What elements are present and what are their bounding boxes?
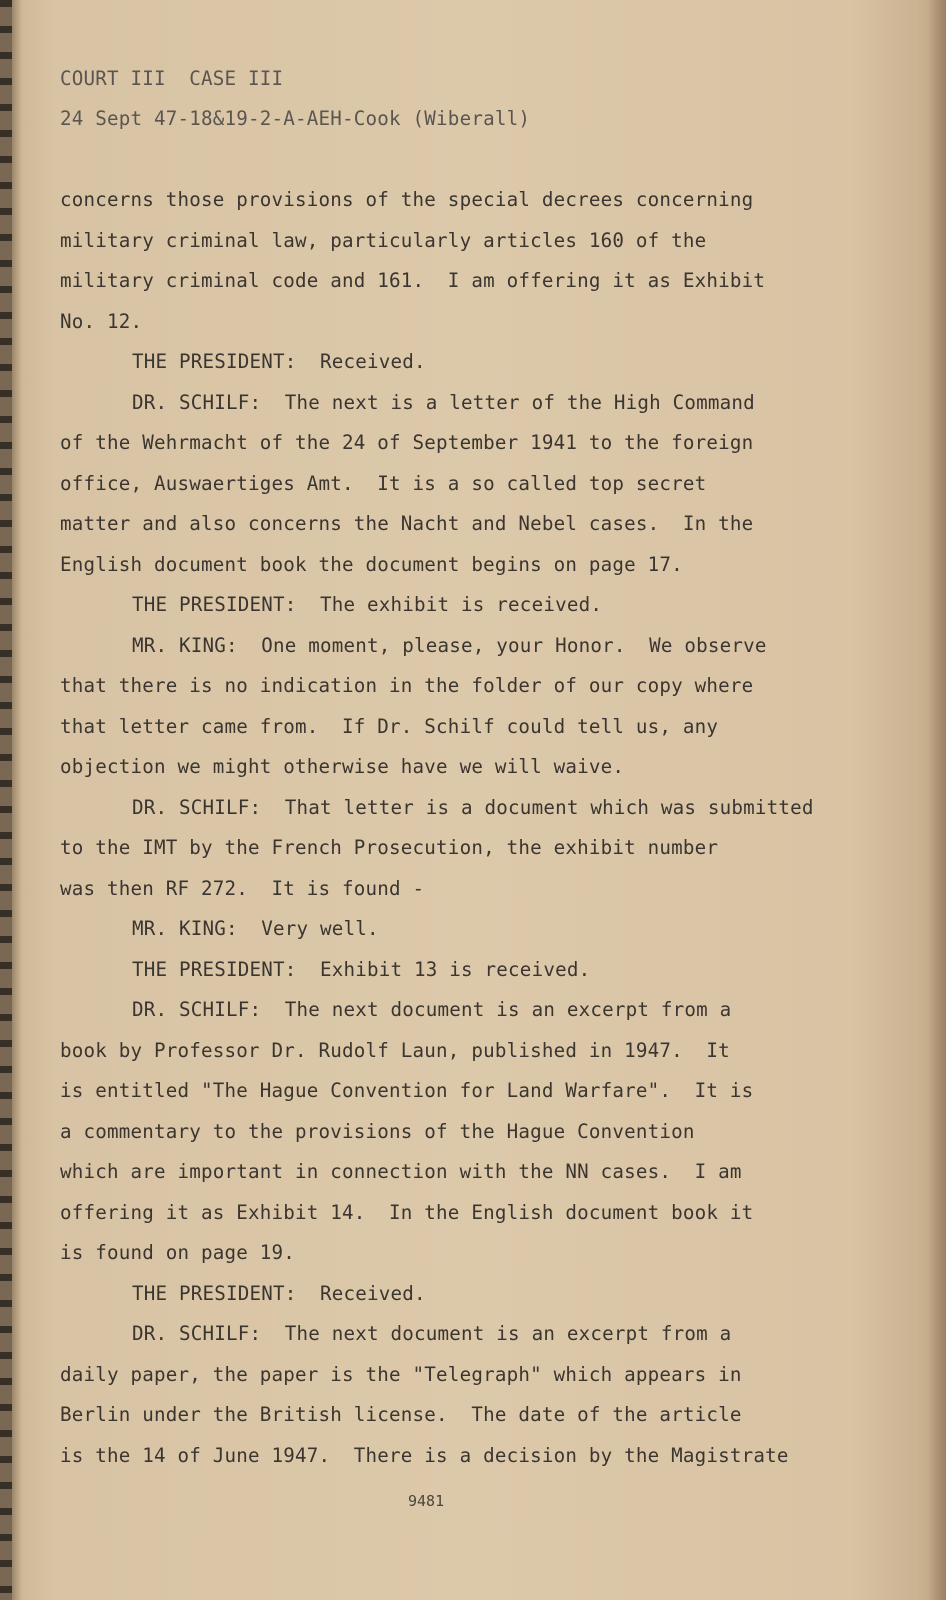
text-line: to the IMT by the French Prosecution, the exhibit number bbox=[60, 836, 719, 859]
text-line: book by Professor Dr. Rudolf Laun, published in 1947. It bbox=[60, 1039, 730, 1062]
text-line: is the 14 of June 1947. There is a decision by the Magistrate bbox=[60, 1444, 789, 1467]
speaker-line: DR. SCHILF: That letter is a document which was submitted bbox=[132, 796, 814, 819]
text-line: a commentary to the provisions of the Hague Convention bbox=[60, 1120, 695, 1143]
text-line: that there is no indication in the folder of our copy where bbox=[60, 674, 754, 697]
speaker-line: THE PRESIDENT: The exhibit is received. bbox=[132, 593, 603, 616]
text-line: No. 12. bbox=[60, 310, 143, 333]
text-line: military criminal law, particularly articles 160 of the bbox=[60, 229, 707, 252]
text-line: concerns those provisions of the special decrees concerning bbox=[60, 188, 754, 211]
text-line: office, Auswaertiges Amt. It is a so called top secret bbox=[60, 472, 707, 495]
binding-shadow bbox=[12, 0, 22, 1600]
text-line: which are important in connection with the NN cases. I am bbox=[60, 1160, 742, 1183]
speaker-line: MR. KING: Very well. bbox=[132, 917, 379, 940]
speaker-line: THE PRESIDENT: Exhibit 13 is received. bbox=[132, 958, 591, 981]
text-line: offering it as Exhibit 14. In the English document book it bbox=[60, 1201, 754, 1224]
text-line: is entitled "The Hague Convention for Land Warfare". It is bbox=[60, 1079, 754, 1102]
text-line: matter and also concerns the Nacht and Nebel cases. In the bbox=[60, 512, 754, 535]
text-line: that letter came from. If Dr. Schilf could tell us, any bbox=[60, 715, 719, 738]
text-line: of the Wehrmacht of the 24 of September 1941 to the foreign bbox=[60, 431, 754, 454]
text-line: was then RF 272. It is found - bbox=[60, 877, 425, 900]
session-header: 24 Sept 47-18&19-2-A-AEH-Cook (Wiberall) bbox=[60, 107, 531, 130]
speaker-line: DR. SCHILF: The next document is an excerpt from a bbox=[132, 1322, 732, 1345]
case-header: COURT III CASE III bbox=[60, 67, 284, 90]
binding-holes bbox=[0, 0, 12, 1600]
speaker-line: MR. KING: One moment, please, your Honor. We observe bbox=[132, 634, 767, 657]
text-line: daily paper, the paper is the "Telegraph" which appears in bbox=[60, 1363, 742, 1386]
speaker-line: DR. SCHILF: The next document is an excerpt from a bbox=[132, 998, 732, 1021]
text-line: military criminal code and 161. I am offering it as Exhibit bbox=[60, 269, 766, 292]
text-line: Berlin under the British license. The date of the article bbox=[60, 1403, 742, 1426]
page-number: 9481 bbox=[408, 1492, 445, 1510]
text-line: is found on page 19. bbox=[60, 1241, 296, 1264]
speaker-line: THE PRESIDENT: Received. bbox=[132, 1282, 426, 1305]
speaker-line: THE PRESIDENT: Received. bbox=[132, 350, 426, 373]
page-edge-shadow bbox=[928, 0, 946, 1600]
text-line: objection we might otherwise have we will waive. bbox=[60, 755, 625, 778]
speaker-line: DR. SCHILF: The next is a letter of the High Command bbox=[132, 391, 755, 414]
text-line: English document book the document begins on page 17. bbox=[60, 553, 683, 576]
